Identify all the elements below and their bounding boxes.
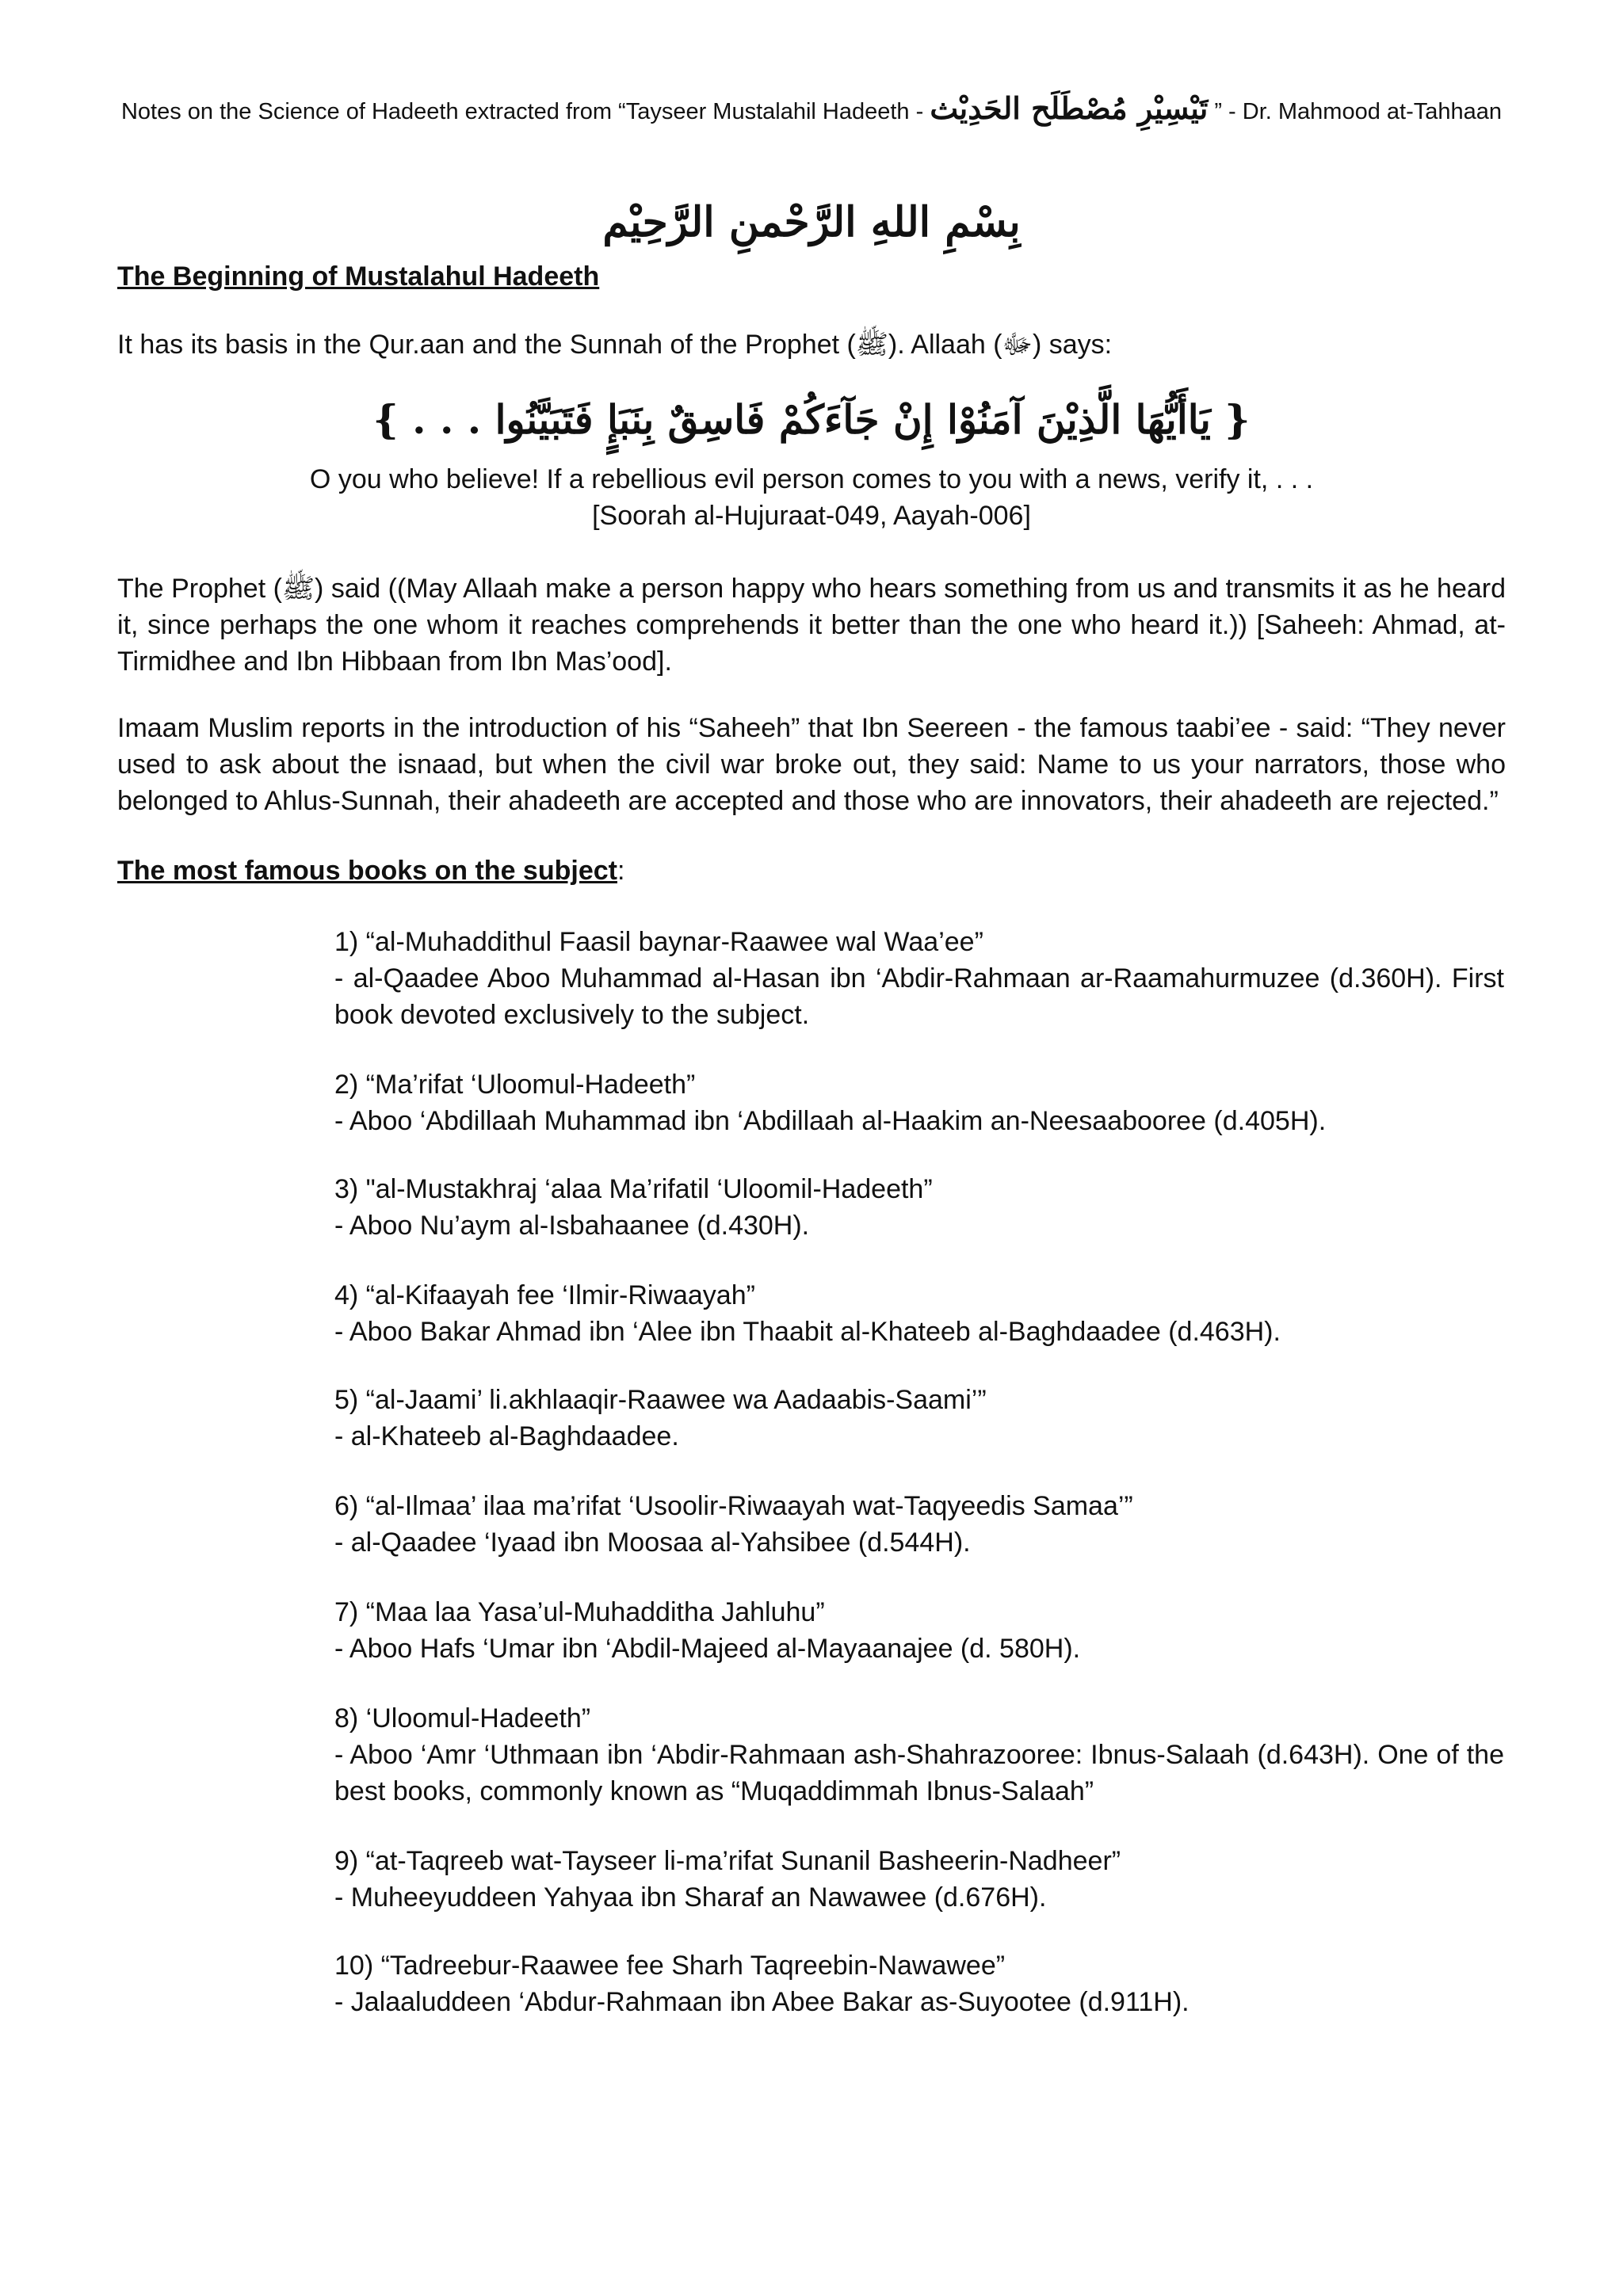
- book-title: 5) “al-Jaami’ li.akhlaaqir-Raawee wa Aadaabis-Saami’”: [334, 1385, 987, 1415]
- section-heading: The Beginning of Mustalahul Hadeeth: [117, 261, 600, 292]
- book-title: 7) “Maa laa Yasa’ul-Muhadditha Jahluhu”: [334, 1597, 825, 1627]
- book-author: - al-Khateeb al-Baghdaadee.: [334, 1421, 679, 1451]
- list-item: [334, 1382, 1504, 1455]
- list-item: [334, 1488, 1504, 1561]
- book-title: 9) “at-Taqreeb wat-Tayseer li-ma’rifat Sunanil Basheerin-Nadheer”: [334, 1846, 1121, 1876]
- book-title: 8) ‘Uloomul-Hadeeth”: [334, 1703, 591, 1733]
- book-author: - al-Qaadee ‘Iyaad ibn Moosaa al-Yahsibee (d.544H).: [334, 1527, 971, 1558]
- header-prefix: Notes on the Science of Hadeeth extracted from “Tayseer Mustalahil Hadeeth -: [120, 99, 930, 124]
- list-item: [334, 1594, 1504, 1667]
- book-title: 4) “al-Kifaayah fee ‘Ilmir-Riwaayah”: [334, 1280, 755, 1310]
- book-title: 3) "al-Mustakhraj ‘alaa Ma’rifatil ‘Uloomil-Hadeeth”: [334, 1174, 933, 1204]
- header-arabic-title: تَيْسِيْرِ مُصْطَلَح الحَدِيْث: [930, 90, 1209, 126]
- list-item: [334, 1700, 1504, 1810]
- book-author: - Muheeyuddeen Yahyaa ibn Sharaf an Nawawee (d.676H).: [334, 1882, 1047, 1913]
- muslim-text: Imaam Muslim reports in the introduction of his “Saheeh” that Ibn Seereen - the famous taabi’ee - said: “They never used to ask about the isnaad, but when the civil war broke out, they said: Name to us your narrators, those who belonged to Ahlus-Sunnah, their ahadeeth are accepted and those who are innovators, their ahadeeth are rejected.”: [117, 713, 1506, 816]
- book-author: - Aboo ‘Abdillaah Muhammad ibn ‘Abdillaah al-Haakim an-Neesaabooree (d.405H).: [334, 1106, 1327, 1136]
- basmalah: بِسْمِ اللهِ الرَّحْمنِ الرَّحِيْم: [602, 198, 1021, 246]
- heading-colon: :: [617, 856, 625, 886]
- quran-verse-arabic: { يَاأَيُّهَا الَّذِيْنَ آمَنُوْا إِنْ جَآءَكُمْ فَاسِقٌ بِنَبَإٍ فَتَبَيَّنُوا . . . }: [372, 396, 1251, 443]
- list-item: [334, 1171, 1504, 1244]
- verse-reference: [Soorah al-Hujuraat-049, Aayah-006]: [592, 501, 1031, 531]
- verse-translation: O you who believe! If a rebellious evil person comes to you with a news, verify it, . . .: [309, 464, 1314, 494]
- page-header: [0, 89, 1623, 128]
- muslim-paragraph: [117, 710, 1506, 819]
- book-author: - Aboo ‘Amr ‘Uthmaan ibn ‘Abdir-Rahmaan ash-Shahrazooree: Ibnus-Salaah (d.643H). One of the best books, commonly known as “Muqaddimmah Ibnus-Salaah”: [334, 1740, 1504, 1806]
- book-title: 2) “Ma’rifat ‘Uloomul-Hadeeth”: [334, 1070, 696, 1100]
- book-title: 1) “al-Muhaddithul Faasil baynar-Raawee wal Waa’ee”: [334, 927, 983, 957]
- book-author: - Jalaaluddeen ‘Abdur-Rahmaan ibn Abee Bakar as-Suyootee (d.911H).: [334, 1987, 1190, 2017]
- hadeeth-text: The Prophet (ﷺ) said ((May Allaah make a person happy who hears something from us and transmits it as he heard it, since perhaps the one whom it reaches comprehends it better than the one who heard it.)) [Saheeh: Ahmad, at-Tirmidhee and Ibn Hibbaan from Ibn Mas’ood].: [117, 574, 1506, 677]
- list-item: [334, 1066, 1504, 1139]
- section-heading: The most famous books on the subject: [117, 856, 617, 886]
- header-suffix: ” - Dr. Mahmood at-Tahhaan: [1208, 99, 1503, 124]
- list-item: [334, 1843, 1504, 1916]
- intro-line: It has its basis in the Qur.aan and the Sunnah of the Prophet (ﷺ). Allaah (ﷻ) says:: [117, 330, 1113, 360]
- section-title-beginning: [117, 258, 1506, 295]
- book-author: - Aboo Bakar Ahmad ibn ‘Alee ibn Thaabit al-Khateeb al-Baghdaadee (d.463H).: [334, 1317, 1281, 1347]
- section-title-books: [117, 852, 1506, 889]
- list-item: [334, 924, 1504, 1033]
- book-author: - al-Qaadee Aboo Muhammad al-Hasan ibn ‘Abdir-Rahmaan ar-Raamahurmuzee (d.360H). First book devoted exclusively to the subject.: [334, 963, 1504, 1030]
- list-item: [334, 1947, 1504, 2020]
- book-author: - Aboo Nu’aym al-Isbahaanee (d.430H).: [334, 1211, 810, 1241]
- hadeeth-paragraph: [117, 570, 1506, 680]
- list-item: [334, 1277, 1504, 1350]
- book-author: - Aboo Hafs ‘Umar ibn ‘Abdil-Majeed al-Mayaanajee (d. 580H).: [334, 1634, 1081, 1664]
- book-title: 10) “Tadreebur-Raawee fee Sharh Taqreebin-Nawawee”: [334, 1951, 1006, 1981]
- book-title: 6) “al-Ilmaa’ ilaa ma’rifat ‘Usoolir-Riwaayah wat-Taqyeedis Samaa’”: [334, 1491, 1133, 1521]
